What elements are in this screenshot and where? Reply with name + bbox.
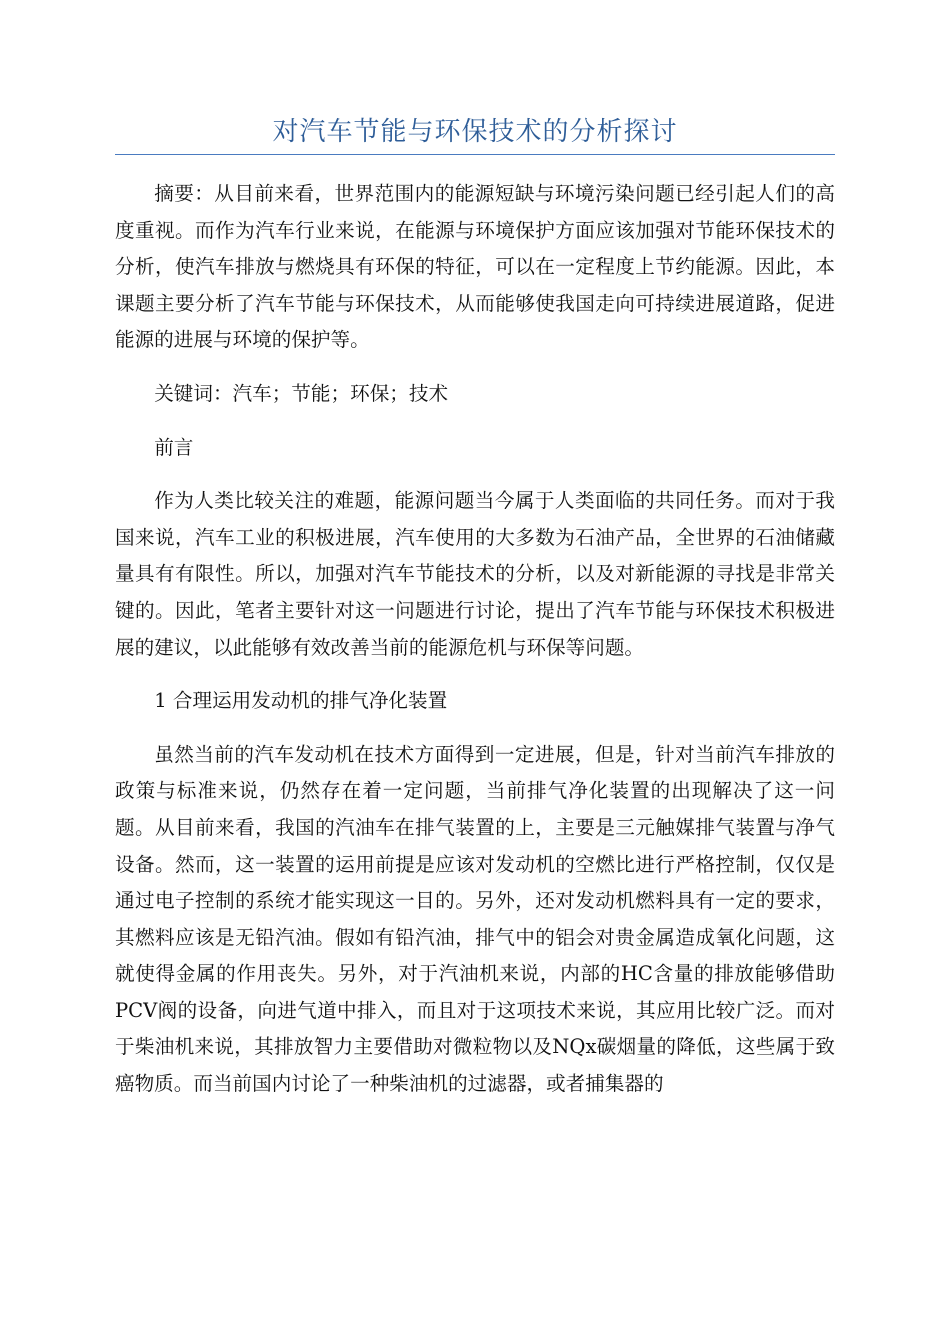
abstract-paragraph: 摘要：从目前来看，世界范围内的能源短缺与环境污染问题已经引起人们的高度重视。而作为汽车行业来说，在能源与环境保护方面应该加强对节能环保技术的分析，使汽车排放与燃烧具有环保的特征，可以在一定程度上节约能源。因此，本课题主要分析了汽车节能与环保技术，从而能够使我国走向可持续进展道路，促进能源的进展与环境的保护等。 (115, 182, 835, 352)
section-1-heading: 1 合理运用发动机的排气净化装置 (154, 689, 448, 713)
preface-heading: 前言 (154, 435, 194, 459)
section-1-paragraph: 虽然当前的汽车发动机在技术方面得到一定进展，但是，针对当前汽车排放的政策与标准来说，仍然存在着一定问题，当前排气净化装置的出现解决了这一问题。从目前来看，我国的汽油车在排气装置的上，主要是三元触媒排气装置与净气设备。然而，这一装置的运用前提是应该对发动机的空燃比进行严格控制，仅仅是通过电子控制的系统才能实现这一目的。另外，还对发动机燃料具有一定的要求，其燃料应该是无铅汽油。假如有铅汽油，排气中的铝会对贵金属造成氧化问题，这就使得金属的作用丧失。另外，对于汽油机来说，内部的HC含量的排放能够借助PCV阀的设备，向进气道中排入，而且对于这项技术来说，其应用比较广泛。而对于柴油机来说，其排放智力主要借助对微粒物以及NQx碳烟量的降低，这些属于致癌物质。而当前国内讨论了一种柴油机的过滤器，或者捕集器的 (115, 742, 835, 1096)
keywords-paragraph: 关键词：汽车；节能；环保；技术 (154, 381, 449, 405)
title-underline (115, 154, 835, 155)
document-title: 对汽车节能与环保技术的分析探讨 (272, 117, 678, 147)
preface-paragraph: 作为人类比较关注的难题，能源问题当今属于人类面临的共同任务。而对于我国来说，汽车工业的积极进展，汽车使用的大多数为石油产品，全世界的石油储藏量具有有限性。所以，加强对汽车节能技术的分析，以及对新能源的寻找是非常关键的。因此，笔者主要针对这一问题进行讨论，提出了汽车节能与环保技术积极进展的建议，以此能够有效改善当前的能源危机与环保等问题。 (115, 489, 835, 659)
document-body (115, 176, 835, 1120)
